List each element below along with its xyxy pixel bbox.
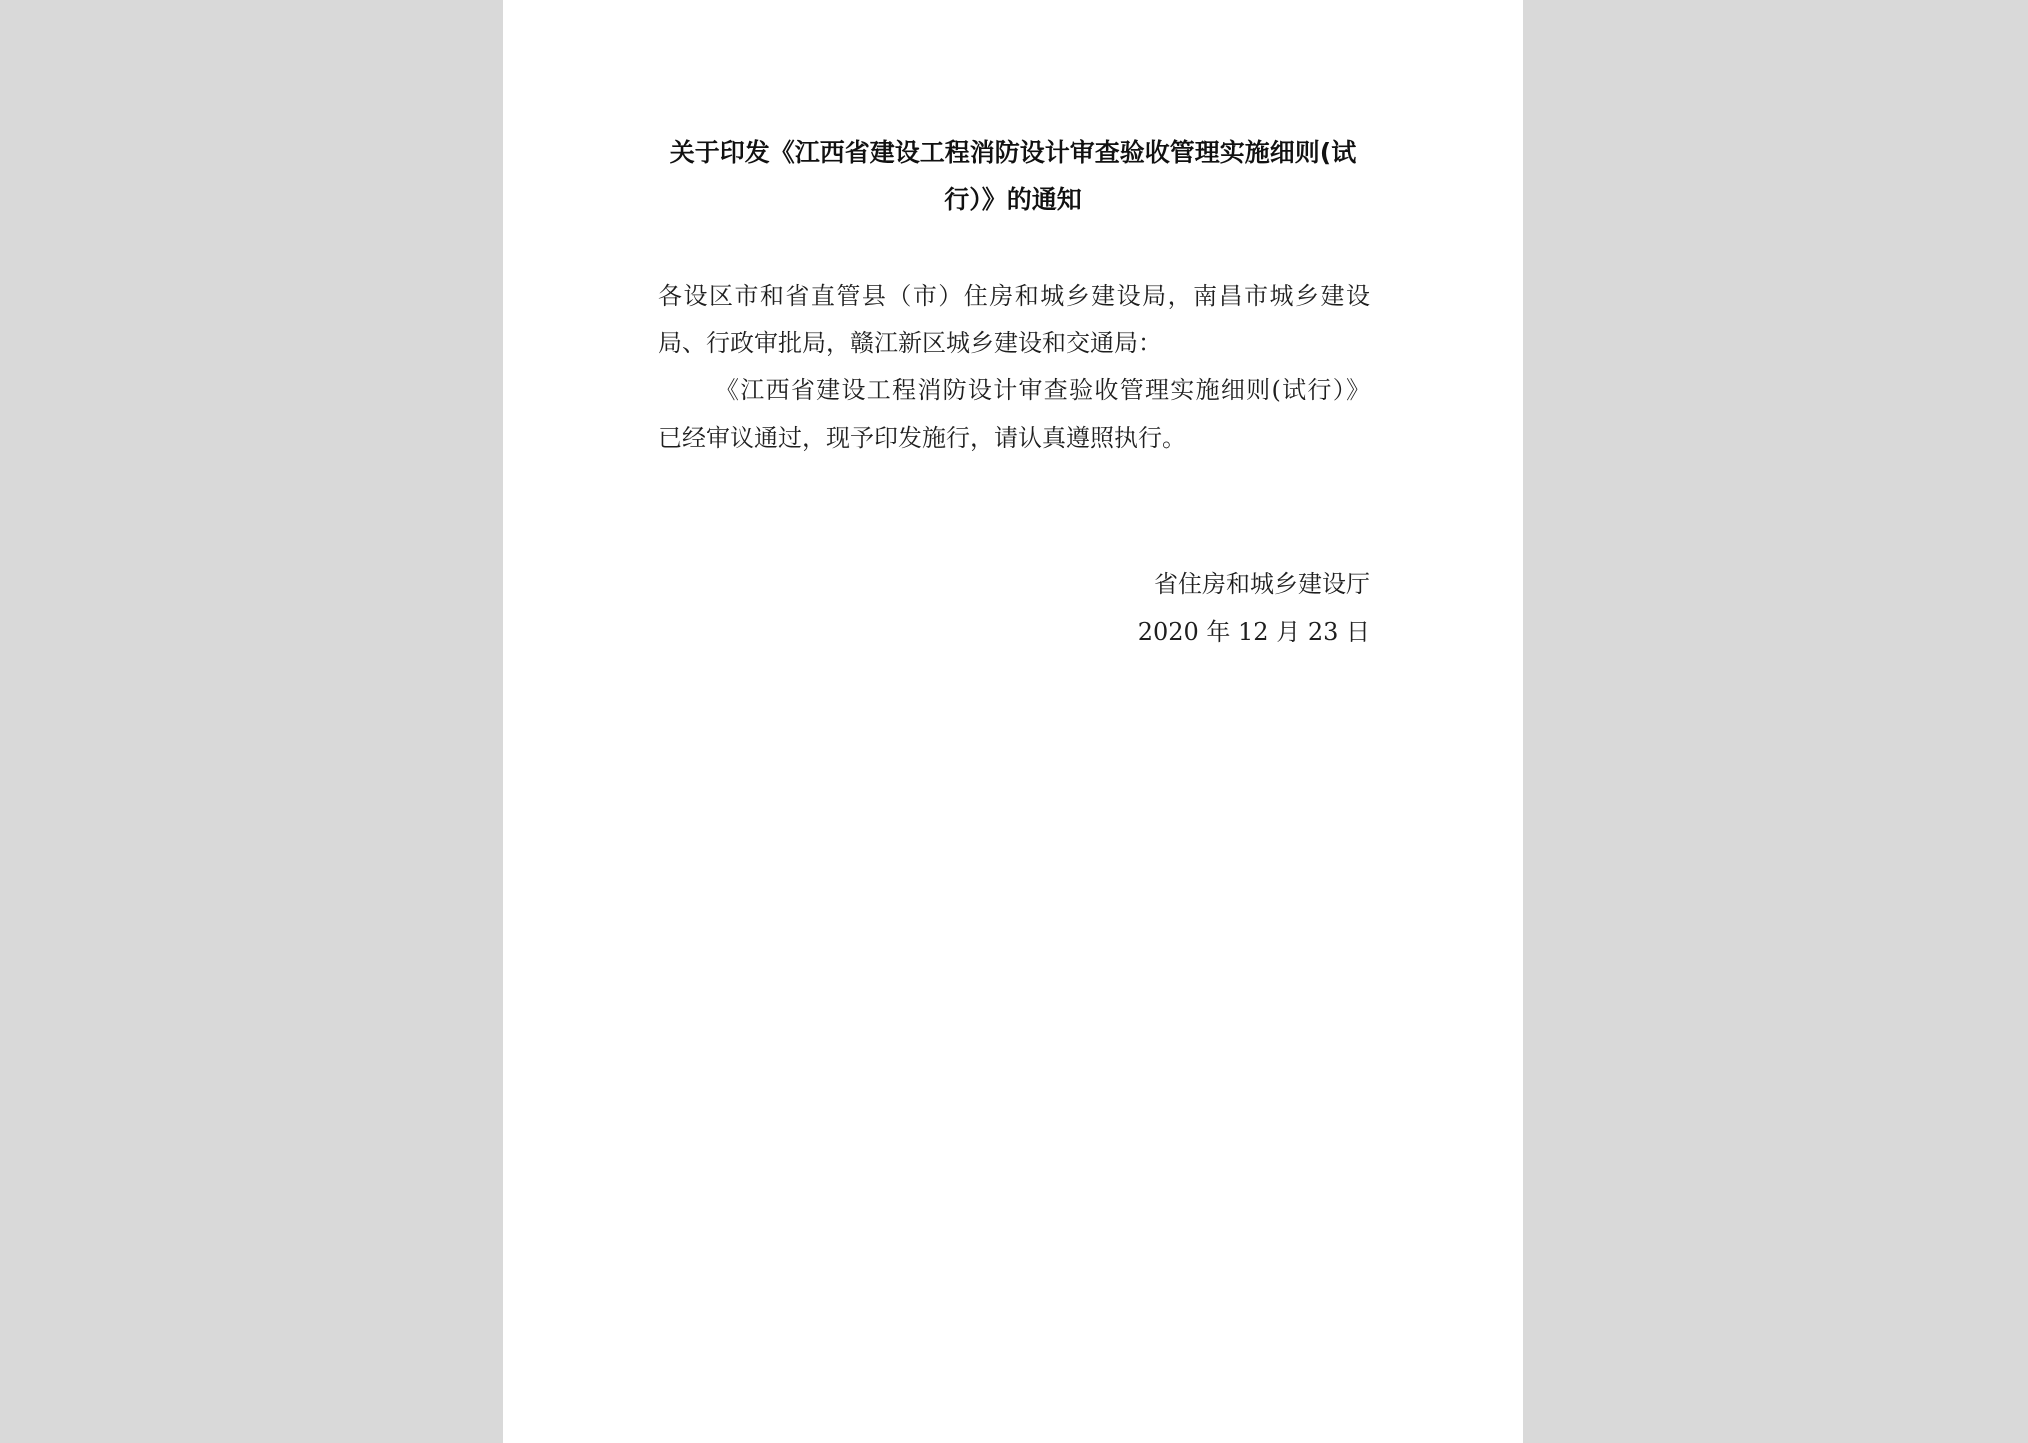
- document-page: [503, 0, 1523, 1443]
- salutation-line-2: 局、行政审批局，赣江新区城乡建设和交通局：: [658, 329, 1162, 357]
- issue-date: 2020 年 12 月 23 日: [1137, 618, 1370, 646]
- document-title-line-1: 关于印发《江西省建设工程消防设计审查验收管理实施细则(试: [669, 138, 1357, 167]
- body-paragraph-line-2: 已经审议通过，现予印发施行，请认真遵照执行。: [658, 424, 1186, 452]
- salutation-line-1: 各设区市和省直管县（市）住房和城乡建设局，南昌市城乡建设: [658, 282, 1370, 310]
- issuer-signature: 省住房和城乡建设厅: [1154, 570, 1370, 598]
- body-paragraph-line-1: 《江西省建设工程消防设计审查验收管理实施细则(试行）》: [715, 376, 1370, 404]
- document-title-line-2: 行）》的通知: [944, 185, 1082, 214]
